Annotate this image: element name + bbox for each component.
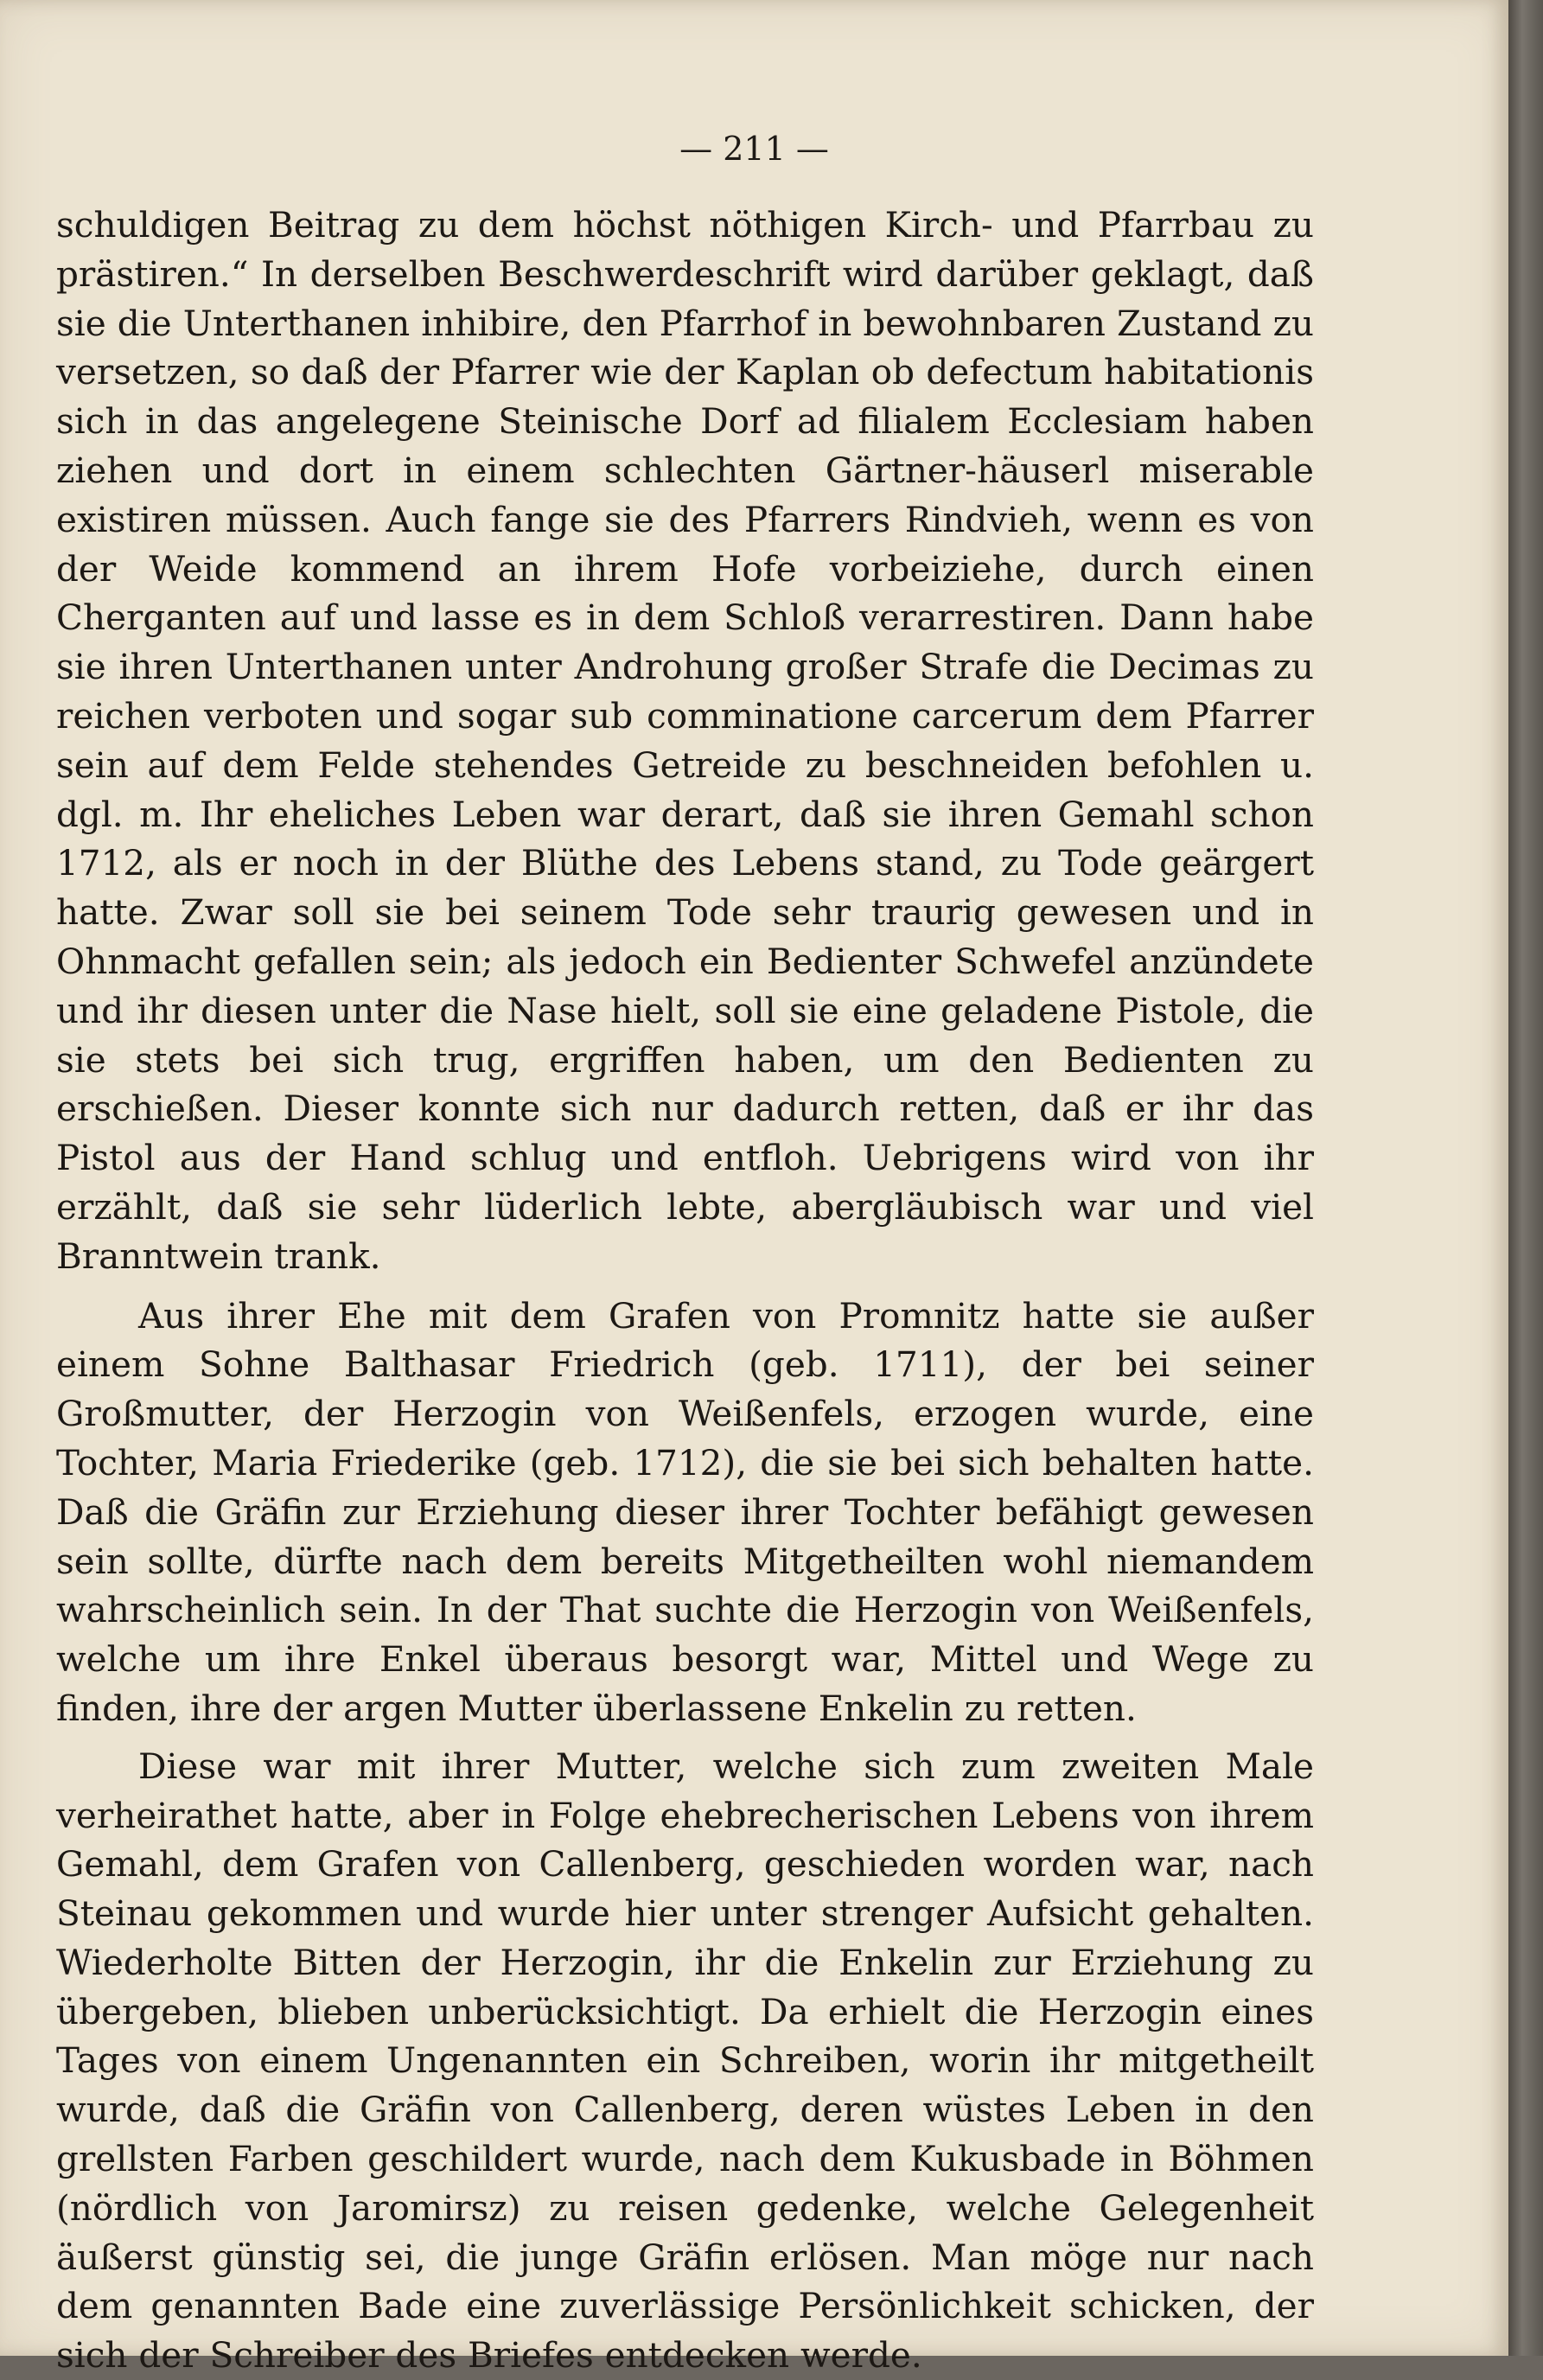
paragraph-2: Aus ihrer Ehe mit dem Grafen von Promnitz hatte sie außer einem Sohne Balthasar Friedrich (geb. 1711), der bei seiner Großmutter, der Herzogin von Weißenfels, erzogen wurde, eine Tochter, Maria Friederike (geb. 1712), die sie bei sich behalten hatte. Daß die Gräfin zur Erziehung dieser ihrer Tochter befähigt gewesen sein sollte, dürfte nach dem bereits Mitgetheilten wohl niemandem wahrscheinlich sein. In der That suchte die Herzogin von Weißenfels, welche um ihre Enkel überaus besorgt war, Mittel und Wege zu finden, ihre der argen Mutter überlassene Enkelin zu retten.	[56, 1294, 1314, 1729]
page-number: — 211 —	[679, 130, 829, 168]
paragraph-1: schuldigen Beitrag zu dem höchst nöthigen Kirch- und Pfarrbau zu prästiren.“ In derselben Beschwerdeschrift wird darüber geklagt, daß sie die Unterthanen inhibire, den Pfarrhof in bewohnbaren Zustand zu versetzen, so daß der Pfarrer wie der Kaplan ob defectum habitationis sich in das angelegene Steinische Dorf ad filialem Ecclesiam haben ziehen und dort in einem schlechten Gärtner-häuserl miserable existiren müssen. Auch fange sie des Pfarrers Rindvieh, wenn es von der Weide kommend an ihrem Hofe vorbeiziehe, durch einen Cherganten auf und lasse es in dem Schloß verarrestiren. Dann habe sie ihren Unterthanen unter Androhung großer Strafe die Decimas zu reichen verboten und sogar sub comminatione carcerum dem Pfarrer sein auf dem Felde stehendes Getreide zu beschneiden befohlen u. dgl. m. Ihr eheliches Leben war derart, daß sie ihren Gemahl schon 1712, als er noch in der Blüthe des Lebens stand, zu Tode geärgert hatte. Zwar soll sie bei seinem Tode sehr traurig gewesen und in Ohnmacht gefallen sein; als jedoch ein Bedienter Schwefel anzündete und ihr diesen unter die Nase hielt, soll sie eine geladene Pistole, die sie stets bei sich trug, ergriffen haben, um den Bedienten zu erschießen. Dieser konnte sich nur dadurch retten, daß er ihr das Pistol aus der Hand schlug und entfloh. Uebrigens wird von ihr erzählt, daß sie sehr lüderlich lebte, abergläubisch war und viel Branntwein trank.	[56, 204, 1314, 1277]
paragraph-3: Diese war mit ihrer Mutter, welche sich zum zweiten Male verheirathet hatte, aber in Folge ehebrecherischen Lebens von ihrem Gemahl, dem Grafen von Callenberg, geschieden worden war, nach Steinau gekommen und wurde hier unter strenger Aufsicht gehalten. Wiederholte Bitten der Herzogin, ihr die Enkelin zur Erziehung zu übergeben, blieben unberücksichtigt. Da erhielt die Herzogin eines Tages von einem Ungenannten ein Schreiben, worin ihr mitgetheilt wurde, daß die Gräfin von Callenberg, deren wüstes Leben in den grellsten Farben geschildert wurde, nach dem Kukusbade in Böhmen (nördlich von Jaromirsz) zu reisen gedenke, welche Gelegenheit äußerst günstig sei, die junge Gräfin erlösen. Man möge nur nach dem genannten Bade eine zuverlässige Persönlichkeit schicken, der sich der Schreiber des Briefes entdecken werde.	[56, 1745, 1314, 2377]
page-edge	[1508, 0, 1543, 2356]
body-text	[56, 201, 1314, 2380]
